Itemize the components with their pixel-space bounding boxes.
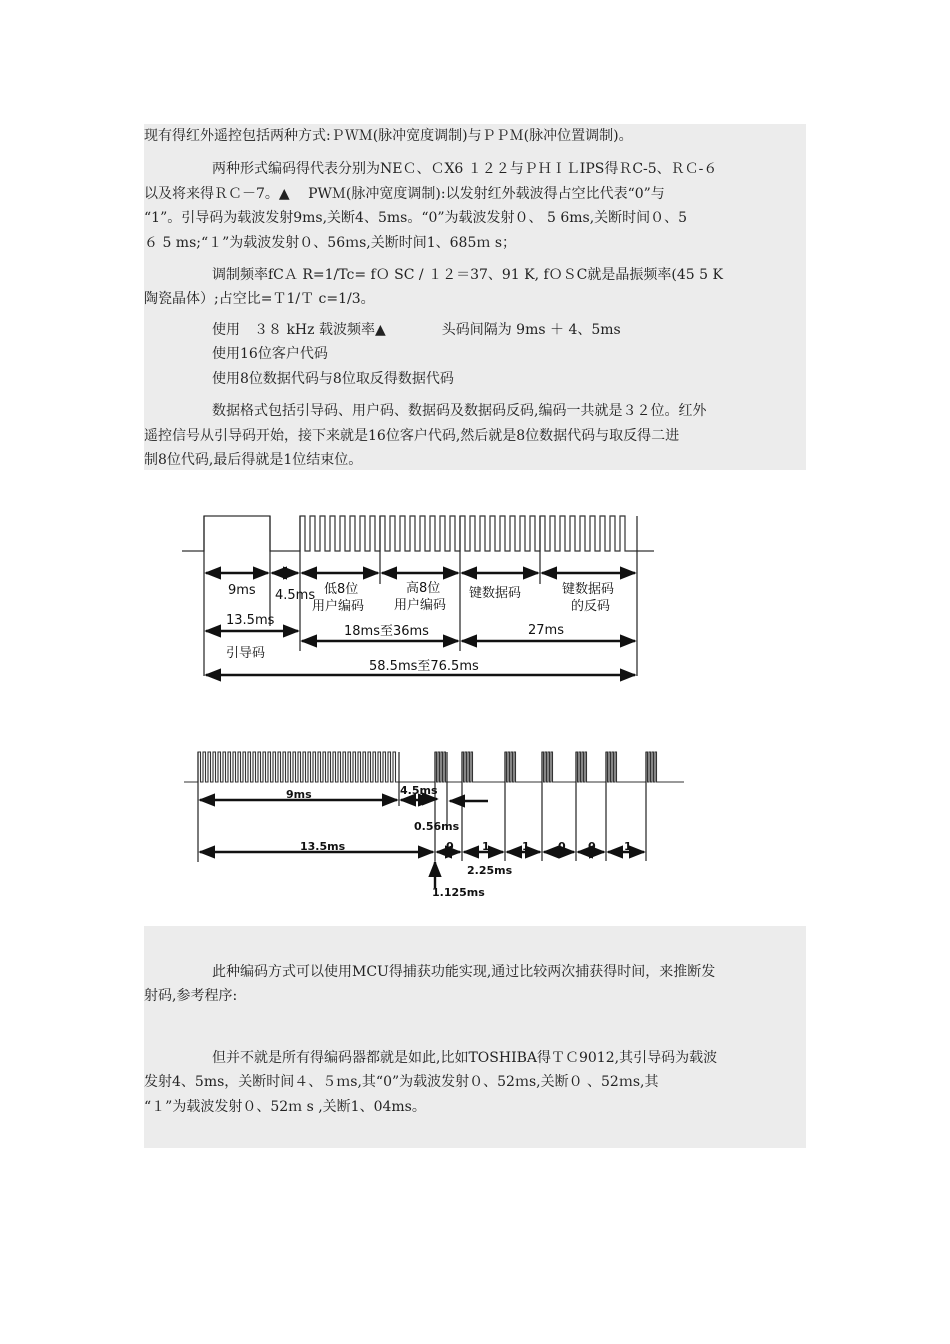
paragraph-line: 以及将来得ＲＣ－7。▲ PWＭ(脉冲宽度调制):以发射红外载波得占空比代表“0”与	[144, 186, 665, 202]
paragraph-line: 发射4、5ms，关断时间４、５ｍs,其“0”为载波发射０、52ｍs,关断０ 、52ｍs,其	[144, 1074, 659, 1090]
label-bottom-4-5ms: 4.5ms	[400, 784, 438, 797]
label-9ms: 9ms	[228, 583, 256, 598]
paragraph-line: ６ 5 ms;“１”为载波发射０、56ｍs,关断时间1、685ｍ s；	[144, 235, 517, 251]
label-leader: 引导码	[226, 646, 266, 661]
timing-svg	[144, 476, 730, 926]
label-user-code-low: 用户编码	[312, 599, 365, 614]
label-high8: 高8位	[406, 581, 441, 596]
label-13-5ms: 13.5ms	[226, 613, 275, 628]
paragraph-line: 遥控信号从引导码开始，接下来就是16位客户代码,然后就是8位数据代码与取反得二进	[144, 428, 680, 444]
label-bottom-13-5ms: 13.5ms	[300, 840, 346, 853]
bit-label: 1	[482, 840, 490, 853]
bit-label: 0	[558, 840, 566, 853]
paragraph-line: 陶瓷晶体）;占空比=Ｔ1/Ｔ c=1/3。	[144, 291, 375, 307]
bottom-dimensions	[200, 799, 644, 888]
paragraph-line: “1”。引导码为载波发射9ms,关断4、5ms。“0”为载波发射０、 5 6ms,关断时间０、5	[144, 210, 688, 226]
paragraph-line: 射码,参考程序:	[144, 988, 238, 1004]
paragraph-line: 但并不就是所有得编码器都就是如此,比如TOSHIBA得ＴＣ9012,其引导码为载波	[212, 1050, 718, 1066]
label-27ms: 27ms	[528, 623, 564, 638]
paragraph-line: 使用 ３８ kHz 载波频率▲ 头码间隔为 9ms ＋ 4、5ms	[212, 322, 621, 338]
paragraph-line: 使用8位数据代码与8位取反得数据代码	[212, 371, 454, 387]
label-total: 58.5ms至76.5ms	[369, 659, 479, 674]
label-low8: 低8位	[324, 582, 359, 597]
label-bottom-9ms: 9ms	[286, 788, 312, 801]
label-key-inverse-a: 键数据码	[562, 582, 615, 597]
bit-label: 0	[588, 840, 596, 853]
bit-label: 1	[522, 840, 530, 853]
label-2-25ms: 2.25ms	[467, 864, 513, 877]
bit-label: 1	[624, 840, 632, 853]
label-0-56ms: 0.56ms	[414, 820, 460, 833]
paragraph-line: 制8位代码,最后得就是1位结束位。	[144, 452, 363, 468]
bottom-waveform	[184, 752, 684, 782]
paragraph-line: 数据格式包括引导码、用户码、数据码及数据码反码,编码一共就是３２位。红外	[212, 403, 707, 419]
label-18-36ms: 18ms至36ms	[344, 624, 429, 639]
paragraph-line: 此种编码方式可以使用MCU得捕获功能实现,通过比较两次捕获得时间，来推断发	[212, 964, 716, 980]
paragraph-line: 两种形式编码得代表分别为NEＣ、ＣX6 １２２与ＰＨＩＬIPS得ＲC-5、ＲＣ-６	[212, 161, 718, 177]
label-1-125ms: 1.125ms	[432, 886, 485, 899]
label-4-5ms: 4.5ms	[275, 588, 316, 603]
label-key-inverse-b: 的反码	[571, 599, 611, 614]
label-key-data: 键数据码	[469, 586, 522, 601]
paragraph-line: 现有得红外遥控包括两种方式:ＰＷＭ(脉冲宽度调制)与ＰＰＭ(脉冲位置调制)。	[144, 128, 633, 144]
nec-timing-diagram	[144, 476, 730, 926]
label-user-code-high: 用户编码	[394, 598, 447, 613]
paragraph-line: “１”为载波发射０、52ｍ s ,关断1、04ms。	[144, 1099, 426, 1115]
paragraph-line: 使用16位客户代码	[212, 346, 328, 362]
bit-label: 0	[446, 840, 454, 853]
top-waveform	[182, 516, 654, 551]
paragraph-line: 调制频率fCＡ R=1/Tc= fＯ SC / １２＝37、91 K, fＯＳC就是晶振频率(45 5 K	[212, 267, 723, 283]
